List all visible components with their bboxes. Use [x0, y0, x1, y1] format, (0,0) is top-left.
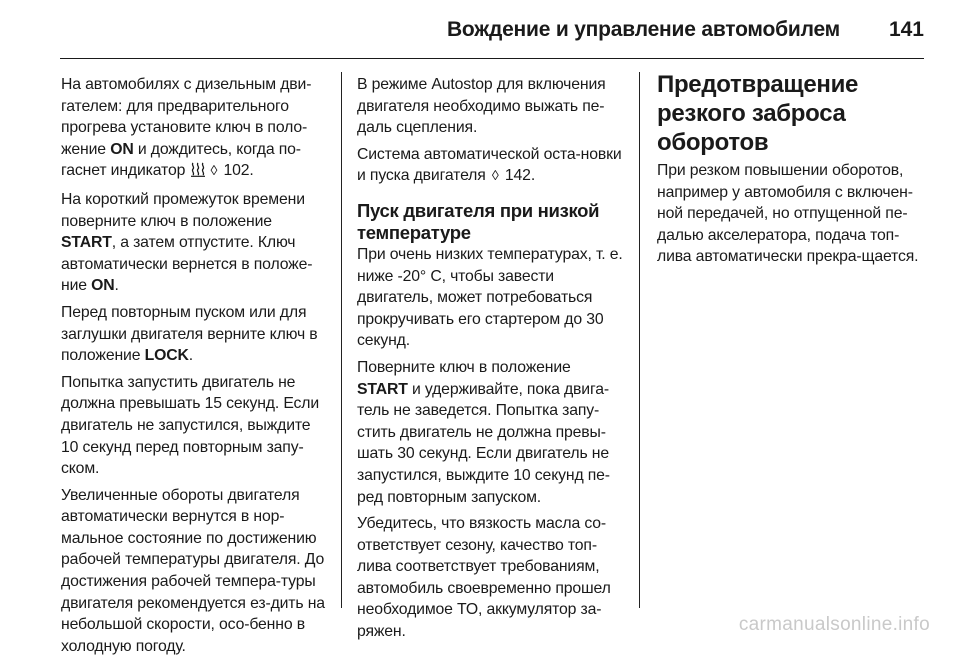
paragraph-autostop: В режиме Autostop для включения двигателя необходимо выжать пе-даль сцепления. [357, 76, 606, 137]
paragraph-start-position: На короткий промежуток времени поверните ключ в положение START, а затем отпустите. Ключ автоматически вернется в положе-ние ON. [61, 190, 313, 295]
paragraph-low-temperature: При очень низких температурах, т. е. ниже -20° C, чтобы завести двигатель, может потребоваться прокручивать его стартером до 30 секунд. [357, 245, 623, 350]
key-position-on: ON [110, 140, 134, 158]
column-middle [357, 74, 625, 648]
section-heading-overspeed: Предотвращение резкого заброса оборотов [657, 71, 859, 156]
header-divider [60, 58, 924, 59]
reference-arrow-icon: ◊ [491, 167, 499, 184]
glow-plug-icon [191, 162, 205, 184]
paragraph-start-attempt: Попытка запустить двигатель не должна превышать 15 секунд. Если двигатель не запустился, выждите 10 секунд перед повторным запу-ском. [61, 373, 320, 478]
column-divider-2 [639, 72, 640, 608]
paragraph-lock-position: Перед повторным пуском или для заглушки двигателя верните ключ в положение LOCK. [61, 303, 318, 365]
paragraph-fuel-cutoff: При резком повышении оборотов, например у автомобиля с включен-ной передачей, но отпущенной пе-далью акселератора, подача топ-лива автоматически прекра-щается. [657, 162, 919, 266]
page-reference-link[interactable]: 102. [219, 162, 254, 180]
section-heading-cold-start: Пуск двигателя при низкой температуре [357, 199, 600, 243]
page-reference-link[interactable]: 142. [500, 167, 536, 185]
page-header [0, 0, 960, 58]
key-position-lock: LOCK [144, 347, 189, 365]
reference-arrow-icon: ◊ [210, 162, 218, 179]
page-title: Вождение и управление автомобилем [446, 18, 840, 41]
column-right [657, 71, 925, 273]
key-position-start: START [357, 380, 408, 398]
paragraph-stop-start-system: Система автоматической оста-новки и пуска двигателя ◊ 142. [357, 145, 622, 185]
column-left [61, 74, 329, 662]
column-divider-1 [341, 72, 342, 608]
paragraph-idle-speed: Увеличенные обороты двигателя автоматически вернутся в нор-мальное состояние по достижению рабочей температуры двигателя. До достижения рабочей темпера-туры двигателя рекомендуется ез-дить на небольшой скорости, осо-бенно в холодную погоду. [61, 486, 325, 655]
paragraph-oil-check: Убедитесь, что вязкость масла со-ответствует сезону, качество топ-лива соответствует требованиям, автомобиль своевременно прошел необходимое ТО, аккумулятор за-ряжен. [357, 515, 611, 641]
paragraph-glow-preheat: На автомобилях с дизельным дви-гателем: для предварительного прогрева установите ключ в поло-жение ON и дождитесь, когда по-гаснет индикатор ◊ 102. [61, 74, 329, 184]
watermark: carmanualsonline.info [738, 614, 930, 635]
key-position-on: ON [91, 277, 115, 295]
page-number: 141 [888, 18, 924, 41]
key-position-start: START [61, 234, 112, 252]
paragraph-hold-start: Поверните ключ в положение START и удерживайте, пока двига-тель не заведется. Попытка запу-стить двигатель не должна превы-шать 30 секунд. Если двигатель не запустился, выждите 10 секунд пе-ред повторным запуском. [357, 358, 610, 506]
